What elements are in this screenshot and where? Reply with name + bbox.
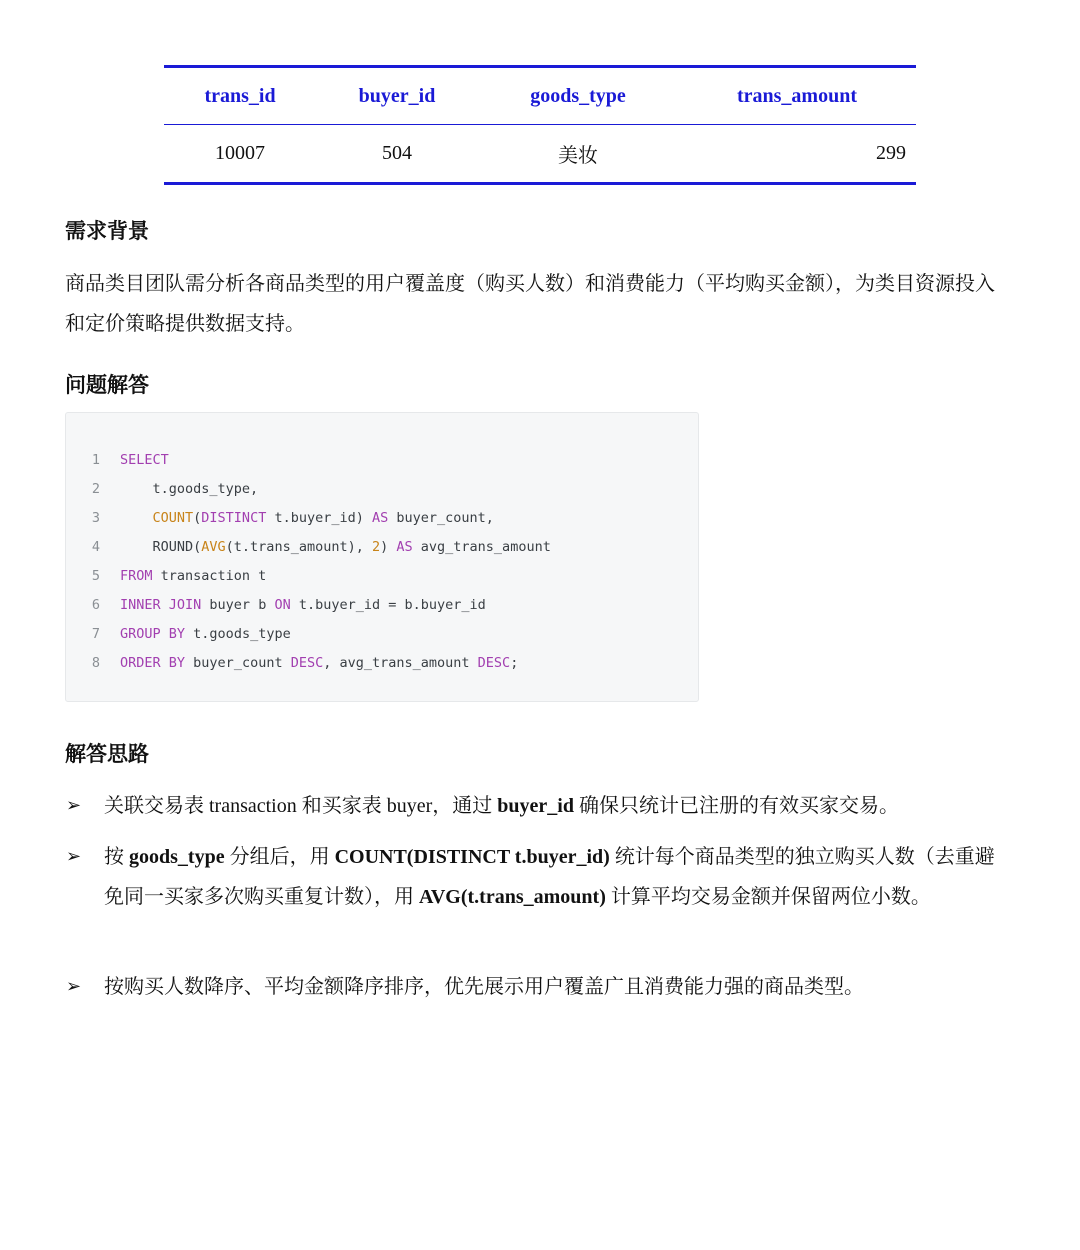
list-item xyxy=(66,967,1006,1007)
code-keyword: BY xyxy=(168,626,186,642)
bullet-text-segment: 关联交易表 transaction 和买家表 buyer，通过 xyxy=(104,795,498,817)
bullet-text-segment: 确保只统计已注册的有效买家交易。 xyxy=(573,795,899,817)
bullet-text-bold: AVG(t.trans_amount) xyxy=(419,886,606,908)
code-keyword: GROUP xyxy=(120,626,161,642)
code-text: buyer_count, xyxy=(388,510,494,526)
code-text: , avg_trans_amount xyxy=(323,655,478,671)
arrow-bullet-icon: ➢ xyxy=(66,846,82,867)
code-number: 2 xyxy=(371,539,381,555)
bullet-text xyxy=(104,837,1006,917)
bullet-text-bold: buyer_id xyxy=(497,795,574,817)
section-heading-background: 需求背景 xyxy=(65,219,149,243)
table-header-cell: trans_amount xyxy=(678,67,916,125)
code-text: t.goods_type xyxy=(185,626,291,642)
code-keyword: DISTINCT xyxy=(201,510,267,526)
line-number: 1 xyxy=(91,452,100,468)
line-number: 8 xyxy=(91,655,100,671)
code-line xyxy=(66,649,518,678)
code-keyword: FROM xyxy=(120,568,153,584)
bullet-text xyxy=(104,967,1006,1007)
bullet-text-segment: 按购买人数降序、平均金额降序排序，优先展示用户覆盖广且消费能力强的商品类型。 xyxy=(104,976,864,998)
sql-code-block[interactable] xyxy=(65,412,699,702)
code-line xyxy=(66,562,266,591)
list-item xyxy=(66,786,1006,826)
bullet-text-bold: COUNT(DISTINCT t.buyer_id) xyxy=(334,846,610,868)
code-text: buyer b xyxy=(201,597,275,613)
code-text: ( xyxy=(193,510,202,526)
line-number: 6 xyxy=(91,597,100,613)
code-function: COUNT xyxy=(152,510,194,526)
code-text: t.goods_type, xyxy=(120,481,259,497)
code-text: (t.trans_amount), xyxy=(225,539,372,555)
line-number: 2 xyxy=(91,481,100,497)
code-line xyxy=(66,446,169,475)
code-text: transaction t xyxy=(152,568,267,584)
code-line xyxy=(66,620,291,649)
code-keyword: JOIN xyxy=(168,597,202,613)
list-item xyxy=(66,837,1006,917)
bullet-text-segment: 分组后，用 xyxy=(224,846,335,868)
code-text: t.buyer_id) xyxy=(266,510,372,526)
code-keyword: DESC xyxy=(477,655,511,671)
bullet-text-bold: goods_type xyxy=(129,846,225,868)
code-text: t.buyer_id = b.buyer_id xyxy=(290,597,486,613)
bullet-text-segment: 按 xyxy=(104,846,129,868)
table-header-row xyxy=(164,67,916,125)
transaction-sample-table xyxy=(164,65,916,185)
code-line xyxy=(66,533,551,562)
section-heading-answer: 问题解答 xyxy=(65,373,149,397)
code-keyword: INNER xyxy=(120,597,161,613)
background-paragraph: 商品类目团队需分析各商品类型的用户覆盖度（购买人数）和消费能力（平均购买金额），为类目资源投入和定价策略提供数据支持。 xyxy=(65,273,995,335)
arrow-bullet-icon: ➢ xyxy=(66,976,82,997)
code-keyword: DESC xyxy=(290,655,324,671)
code-text xyxy=(161,626,169,642)
code-text xyxy=(120,510,153,526)
line-number: 5 xyxy=(91,568,100,584)
line-number: 3 xyxy=(91,510,100,526)
line-number: 7 xyxy=(91,626,100,642)
table-cell: 504 xyxy=(382,142,412,164)
code-text: avg_trans_amount xyxy=(412,539,551,555)
code-text: ; xyxy=(510,655,519,671)
table-cell: 10007 xyxy=(215,142,265,164)
bullet-text-segment: 统计每个商品类型的独立购买人数（去重避免同一买家多次购买重复计数），用 xyxy=(104,846,995,908)
code-line xyxy=(66,475,258,504)
code-keyword: BY xyxy=(168,655,186,671)
code-keyword: SELECT xyxy=(120,452,169,468)
table-cell: 299 xyxy=(876,142,906,164)
table-cell: 美妆 xyxy=(558,145,598,167)
code-text xyxy=(161,655,169,671)
code-text: ) xyxy=(380,539,397,555)
bullet-text xyxy=(104,786,1006,826)
code-line xyxy=(66,591,486,620)
code-text: ROUND( xyxy=(120,539,202,555)
table-row xyxy=(164,125,916,184)
table-header-cell: goods_type xyxy=(478,67,678,125)
code-line xyxy=(66,504,494,533)
code-function: AVG xyxy=(201,539,226,555)
code-keyword: AS xyxy=(396,539,413,555)
code-keyword: ORDER xyxy=(120,655,161,671)
code-keyword: AS xyxy=(372,510,389,526)
bullet-text-segment: 计算平均交易金额并保留两位小数。 xyxy=(605,886,931,908)
arrow-bullet-icon: ➢ xyxy=(66,795,82,816)
code-keyword: ON xyxy=(274,597,291,613)
section-heading-approach: 解答思路 xyxy=(65,742,149,766)
code-text: buyer_count xyxy=(185,655,291,671)
line-number: 4 xyxy=(91,539,100,555)
table-header-cell: buyer_id xyxy=(316,67,478,125)
table-header-cell: trans_id xyxy=(164,67,316,125)
code-text xyxy=(161,597,169,613)
